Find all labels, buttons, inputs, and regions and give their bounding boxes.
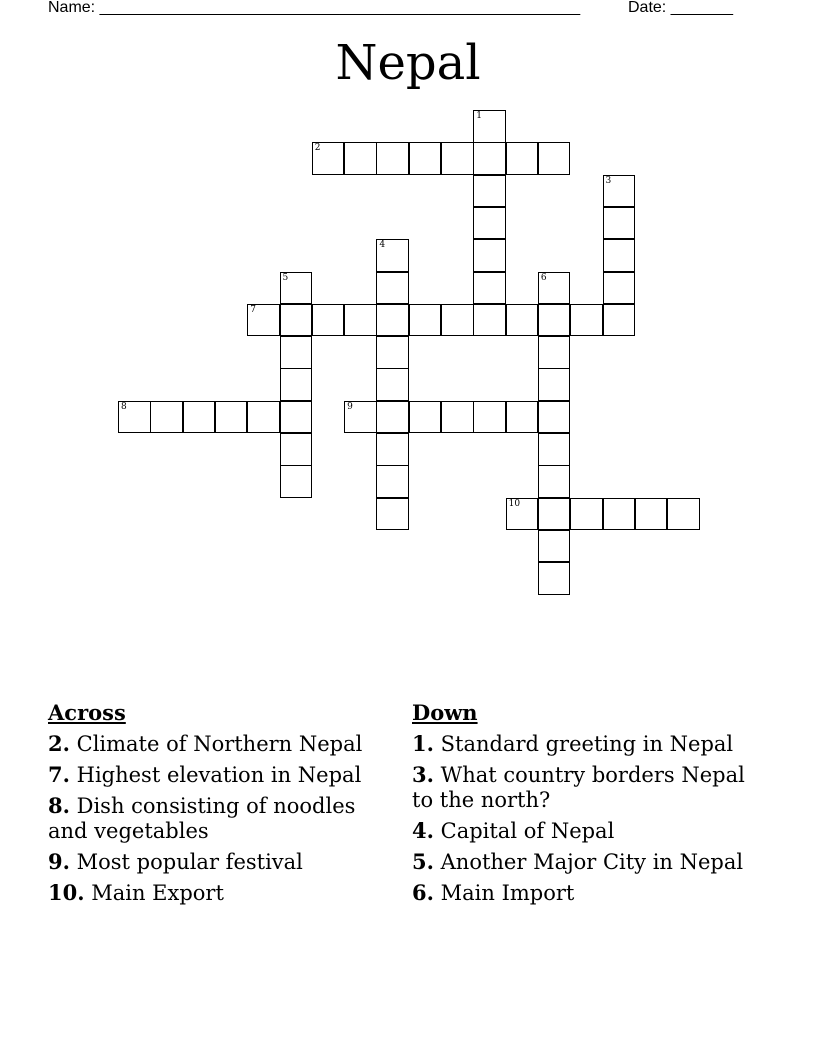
crossword-cell[interactable] [409, 401, 442, 434]
clue-number: 7. [48, 762, 70, 787]
clue-number-label: 10 [508, 498, 521, 509]
crossword-cell[interactable] [473, 142, 506, 175]
crossword-cell[interactable] [570, 498, 603, 531]
clue-text: Main Import [440, 881, 575, 905]
clue-number: 2. [48, 731, 70, 756]
across-clue [48, 849, 388, 875]
clue-number-label: 3 [605, 175, 612, 186]
clue-number: 10. [48, 880, 85, 905]
crossword-cell[interactable] [473, 175, 506, 208]
name-field-label: Name: ______________________________________________________ [48, 0, 581, 16]
clue-number-label: 2 [314, 143, 321, 154]
across-clue [48, 793, 388, 844]
crossword-cell[interactable] [635, 498, 668, 531]
clue-number-label: 4 [379, 240, 386, 251]
crossword-cell[interactable] [603, 304, 636, 337]
crossword-cell[interactable] [376, 336, 409, 369]
clue-number-label: 6 [540, 272, 547, 283]
crossword-cell[interactable] [376, 304, 409, 337]
crossword-cell[interactable] [570, 304, 603, 337]
crossword-cell[interactable] [280, 304, 313, 337]
clue-number-label: 8 [121, 401, 127, 412]
crossword-cell[interactable] [473, 304, 506, 337]
down-clue [412, 880, 752, 906]
crossword-cell[interactable] [473, 239, 506, 272]
crossword-cell[interactable] [376, 498, 409, 531]
crossword-cell[interactable] [538, 368, 571, 401]
crossword-cell[interactable] [280, 272, 313, 305]
crossword-cell[interactable] [506, 142, 539, 175]
crossword-cell[interactable] [376, 142, 409, 175]
clue-text: What country borders Nepal to the north? [412, 763, 745, 812]
crossword-cell[interactable] [538, 498, 571, 531]
crossword-cell[interactable] [506, 401, 539, 434]
crossword-cell[interactable] [538, 562, 571, 595]
clue-number-label: 5 [282, 272, 289, 283]
clue-number-label: 9 [347, 401, 353, 412]
crossword-cell[interactable] [506, 498, 539, 531]
crossword-cell[interactable] [312, 304, 345, 337]
crossword-cell[interactable] [441, 401, 474, 434]
clue-text: Capital of Nepal [440, 819, 615, 843]
crossword-cell[interactable] [538, 142, 571, 175]
crossword-cell[interactable] [344, 304, 377, 337]
crossword-cell[interactable] [247, 401, 280, 434]
crossword-cell[interactable] [603, 175, 636, 208]
date-field-label: Date: _______ [628, 0, 733, 16]
crossword-cell[interactable] [376, 368, 409, 401]
crossword-cell[interactable] [538, 433, 571, 466]
crossword-cell[interactable] [376, 401, 409, 434]
crossword-cell[interactable] [473, 272, 506, 305]
crossword-cell[interactable] [506, 304, 539, 337]
crossword-cell[interactable] [215, 401, 248, 434]
clue-number: 4. [412, 818, 434, 843]
crossword-cell[interactable] [376, 239, 409, 272]
crossword-cell[interactable] [312, 142, 345, 175]
across-heading: Across [48, 700, 126, 725]
crossword-cell[interactable] [538, 401, 571, 434]
clue-text: Another Major City in Nepal [440, 850, 744, 874]
crossword-cell[interactable] [150, 401, 183, 434]
crossword-cell[interactable] [603, 239, 636, 272]
clue-number-label: 7 [250, 304, 256, 315]
down-clue [412, 818, 752, 844]
crossword-cell[interactable] [344, 142, 377, 175]
crossword-cell[interactable] [473, 110, 506, 143]
crossword-cell[interactable] [538, 336, 571, 369]
down-clues [412, 700, 752, 911]
down-clue [412, 762, 752, 813]
clue-text: Main Export [91, 881, 224, 905]
crossword-cell[interactable] [280, 433, 313, 466]
crossword-cell[interactable] [667, 498, 700, 531]
clue-number: 5. [412, 849, 434, 874]
clue-text: Climate of Northern Nepal [76, 732, 363, 756]
down-clue [412, 731, 752, 757]
crossword-cell[interactable] [247, 304, 280, 337]
across-clue [48, 880, 388, 906]
clue-number: 9. [48, 849, 70, 874]
clue-number: 1. [412, 731, 434, 756]
crossword-cell[interactable] [376, 272, 409, 305]
crossword-cell[interactable] [280, 401, 313, 434]
across-clue [48, 762, 388, 788]
clue-text: Most popular festival [76, 850, 303, 874]
clue-text: Standard greeting in Nepal [440, 732, 734, 756]
crossword-cell[interactable] [441, 304, 474, 337]
across-clue [48, 731, 388, 757]
clue-text: Dish consisting of noodles and vegetables [48, 794, 356, 843]
crossword-cell[interactable] [538, 272, 571, 305]
crossword-cell[interactable] [183, 401, 216, 434]
crossword-cell[interactable] [473, 207, 506, 240]
crossword-cell[interactable] [376, 465, 409, 498]
crossword-cell[interactable] [376, 433, 409, 466]
crossword-cell[interactable] [603, 207, 636, 240]
crossword-cell[interactable] [280, 368, 313, 401]
crossword-cell[interactable] [538, 304, 571, 337]
crossword-cell[interactable] [280, 336, 313, 369]
crossword-cell[interactable] [344, 401, 377, 434]
crossword-cell[interactable] [603, 498, 636, 531]
clue-number: 8. [48, 793, 70, 818]
clue-number-label: 1 [476, 111, 483, 121]
crossword-cell[interactable] [409, 304, 442, 337]
crossword-cell[interactable] [118, 401, 151, 434]
crossword-cell[interactable] [538, 465, 571, 498]
clue-text: Highest elevation in Nepal [76, 763, 362, 787]
crossword-cell[interactable] [280, 465, 313, 498]
crossword-cell[interactable] [409, 142, 442, 175]
crossword-cell[interactable] [441, 142, 474, 175]
down-clue [412, 849, 752, 875]
clue-number: 3. [412, 762, 434, 787]
crossword-cell[interactable] [538, 530, 571, 563]
crossword-cell[interactable] [473, 401, 506, 434]
down-heading: Down [412, 700, 478, 725]
clue-number: 6. [412, 880, 434, 905]
crossword-cell[interactable] [603, 272, 636, 305]
page-title: Nepal [335, 35, 481, 91]
across-clues [48, 700, 388, 911]
